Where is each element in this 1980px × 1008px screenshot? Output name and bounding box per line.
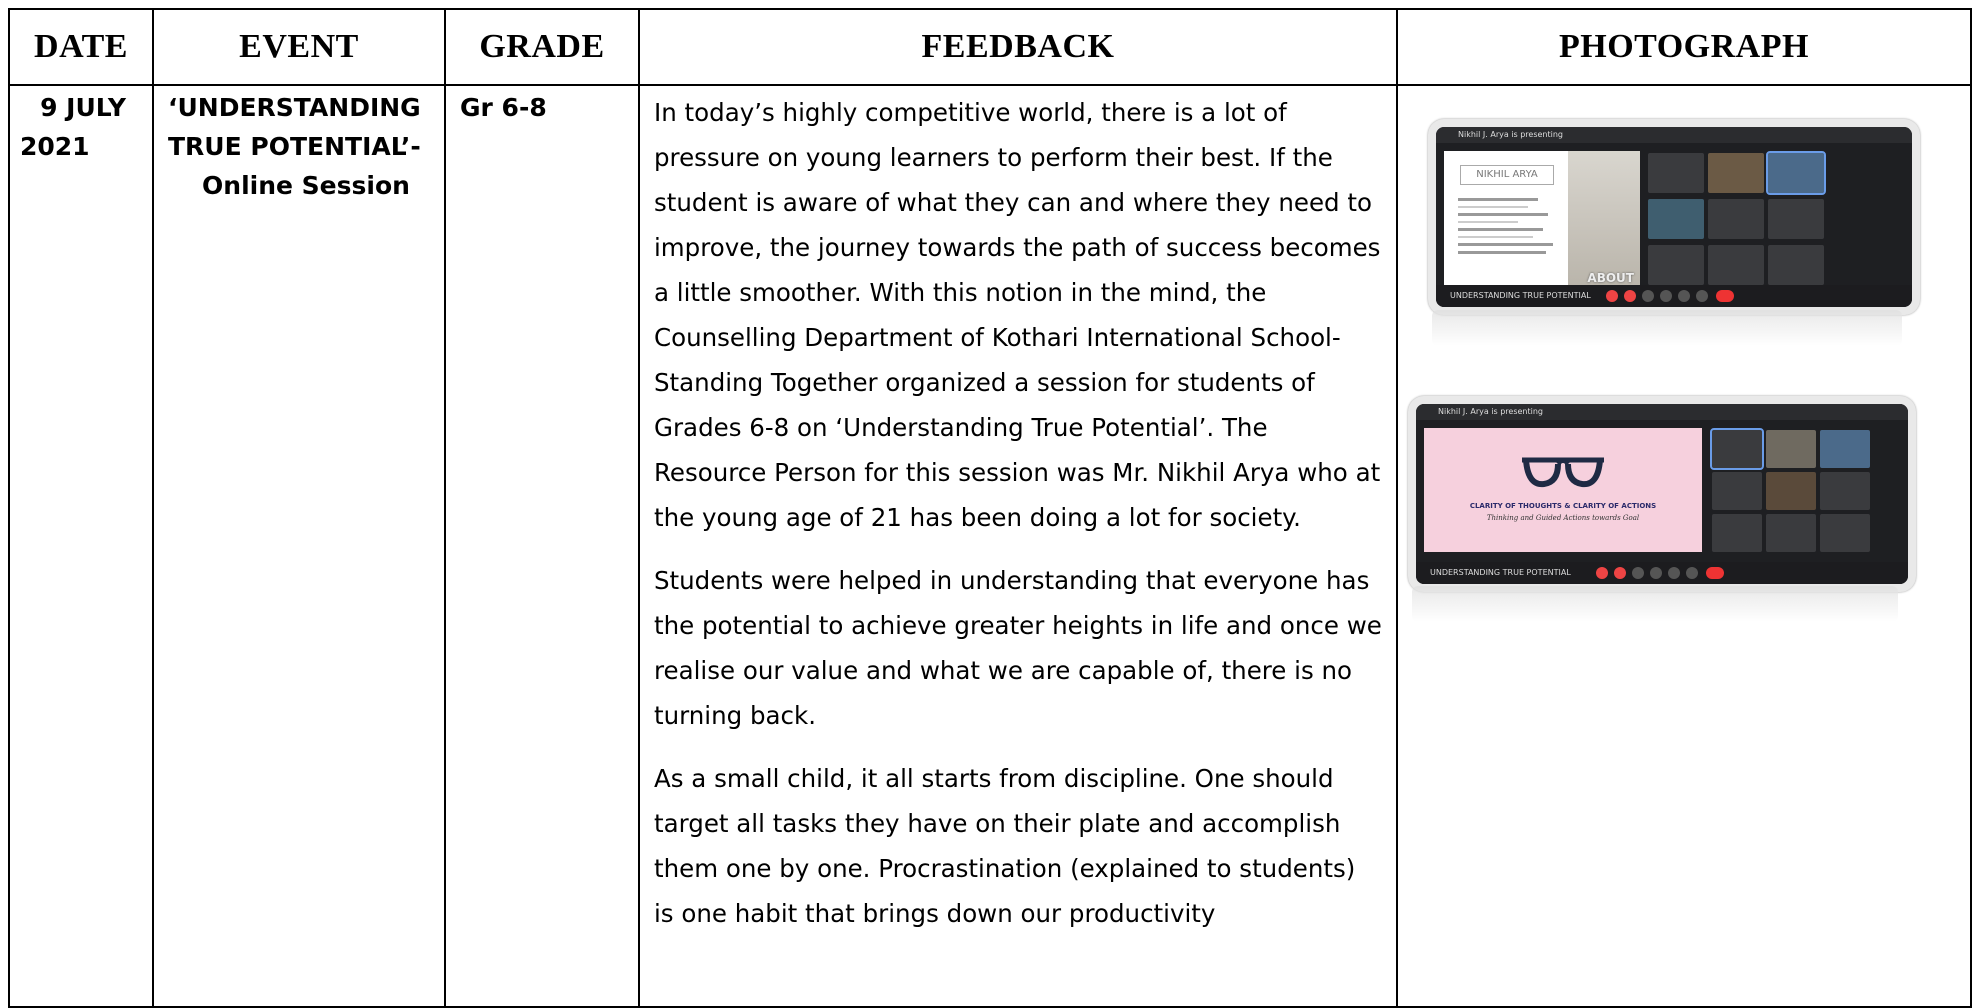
date-line-1: 9 JULY: [40, 93, 126, 122]
grade-text: Gr 6-8: [460, 93, 547, 122]
slide-subheading: Thinking and Guided Actions towards Goal: [1486, 514, 1640, 522]
slide-name: NIKHIL ARYA: [1460, 165, 1554, 185]
date-cell: [9, 85, 153, 1007]
participant-tile: [1768, 199, 1824, 239]
participant-tile: [1768, 153, 1824, 193]
header-row: [9, 9, 1971, 85]
meeting-title: UNDERSTANDING TRUE POTENTIAL: [1416, 562, 1908, 584]
feedback-paragraph-2: Students were helped in understanding that everyone has the potential to achieve greater heights in life and once we realise our value and what we are capable of, there is no turning back.: [654, 566, 1382, 730]
slide-tag: ABOUT: [1587, 271, 1634, 285]
event-report-table: [8, 8, 1972, 1008]
photograph-cell: [1397, 85, 1971, 1007]
presenter-photo: [1568, 151, 1640, 289]
meeting-title: UNDERSTANDING TRUE POTENTIAL: [1436, 285, 1912, 307]
meeting-controls: [1606, 290, 1736, 302]
presenter-banner: Nikhil J. Arya is presenting: [1416, 404, 1908, 420]
header-date: DATE: [9, 9, 153, 85]
grade-cell: [445, 85, 639, 1007]
participant-tile: [1820, 430, 1870, 468]
session-photo-1: [1428, 119, 1920, 315]
feedback-cell: [639, 85, 1397, 1007]
participant-tile: [1768, 245, 1824, 285]
participant-tile: [1712, 514, 1762, 552]
participant-tile: [1766, 514, 1816, 552]
participant-tile: [1820, 472, 1870, 510]
photo-reflection: [1432, 310, 1902, 346]
participant-tile: [1648, 245, 1704, 285]
date-line-2: 2021: [20, 132, 90, 161]
slide-text-lines: [1458, 193, 1558, 259]
header-photograph: PHOTOGRAPH: [1397, 9, 1971, 85]
presentation-slide: [1424, 428, 1702, 552]
participant-tile: [1820, 514, 1870, 552]
event-line-2: TRUE POTENTIAL’-: [168, 132, 421, 161]
header-feedback: FEEDBACK: [639, 9, 1397, 85]
participant-tile: [1712, 430, 1762, 468]
end-call-icon: [1706, 567, 1724, 579]
session-photo-2: [1408, 396, 1916, 592]
photo-reflection: [1412, 586, 1898, 622]
table-row: [9, 85, 1971, 1007]
feedback-paragraph-3: As a small child, it all starts from discipline. One should target all tasks they have on their plate and accomplish them one by one. Procrastination (explained to students) is one habit that brings down our productivity: [654, 764, 1356, 928]
feedback-paragraph-1: In today’s highly competitive world, there is a lot of pressure on young learners to perform their best. If the student is aware of what they can and where they need to improve, the journey towards the path of success becomes a little smoother. With this notion in the mind, the Counselling Department of Kothari International School- Standing Together organized a session for students of Grades 6-8 on ‘Understanding True Potential’. The Resource Person for this session was Mr. Nikhil Arya who at the young age of 21 has been doing a lot for society.: [654, 98, 1381, 532]
end-call-icon: [1716, 290, 1734, 302]
meeting-controls: [1596, 567, 1726, 579]
presenter-banner: Nikhil J. Arya is presenting: [1436, 127, 1912, 143]
event-line-3: Online Session: [202, 171, 410, 200]
participant-tile: [1648, 199, 1704, 239]
participant-tile: [1708, 245, 1764, 285]
event-cell: [153, 85, 445, 1007]
participant-tile: [1708, 153, 1764, 193]
header-event: EVENT: [153, 9, 445, 85]
header-grade: GRADE: [445, 9, 639, 85]
presentation-slide: [1444, 151, 1640, 289]
event-line-1: ‘UNDERSTANDING: [168, 93, 421, 122]
participant-tile: [1708, 199, 1764, 239]
participant-tile: [1712, 472, 1762, 510]
glasses-icon: [1518, 454, 1608, 490]
participant-tile: [1648, 153, 1704, 193]
participant-tile: [1766, 430, 1816, 468]
slide-heading: CLARITY OF THOUGHTS & CLARITY OF ACTIONS: [1469, 502, 1657, 510]
participant-tile: [1766, 472, 1816, 510]
